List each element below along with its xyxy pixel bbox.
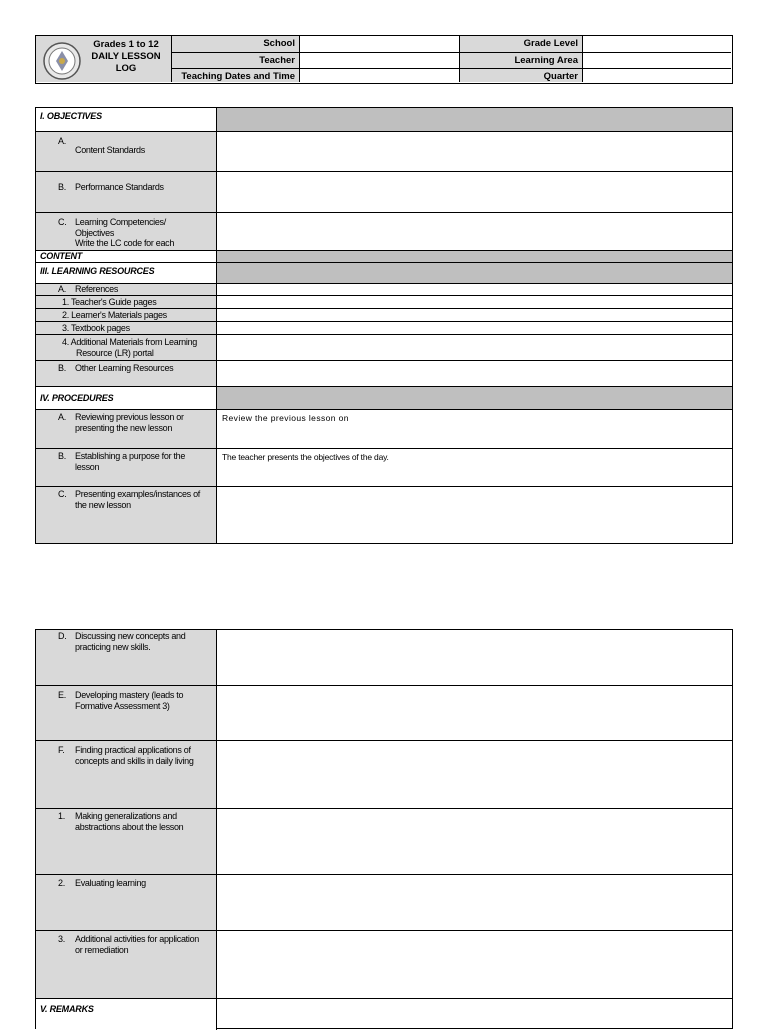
procedures-row [36,387,732,410]
item-number: 3. [58,934,65,944]
competencies-field[interactable] [217,213,732,250]
procedure-3-line-1: Additional activities for application [75,934,199,944]
content-standards-label: Content Standards [75,145,145,155]
teaching-dates-field[interactable] [300,69,459,82]
procedure-c-line-1: Presenting examples/instances of [75,489,200,499]
teachers-guide-label: 1. Teacher's Guide pages [62,297,157,307]
other-resources-label: Other Learning Resources [75,363,174,373]
additional-materials-line-2: Resource (LR) portal [76,347,154,358]
procedure-a-row [36,410,732,449]
procedure-d-field[interactable] [217,630,732,685]
item-letter: B. [58,363,66,373]
section-procedures: IV. PROCEDURES [40,393,114,403]
other-resources-field[interactable] [217,361,732,386]
procedure-e-line-2: Formative Assessment 3) [75,700,170,711]
value-col-right [583,36,731,82]
competencies-line-2: Objectives [75,227,115,238]
label-teaching-dates: Teaching Dates and Time [181,71,295,82]
procedure-b-field[interactable] [217,449,732,486]
procedure-3-row [36,931,732,999]
lesson-table-page2 [35,629,733,1029]
procedure-b-line-1: Establishing a purpose for the [75,451,186,461]
deped-seal-icon [42,41,82,81]
procedure-3-field[interactable] [217,931,732,998]
title-line-1: Grades 1 to 12 [93,39,159,50]
procedure-e-row [36,686,732,741]
quarter-field[interactable] [583,69,731,82]
item-letter: F. [58,745,65,755]
other-resources-row [36,361,732,387]
teachers-guide-row [36,296,732,309]
procedure-a-value: Review the previous lesson on [222,413,349,423]
procedure-2-row [36,875,732,931]
content-row [36,251,732,263]
title-line-2: DAILY LESSON [91,51,161,62]
textbook-label: 3. Textbook pages [62,323,130,333]
competencies-line-1: Learning Competencies/ [75,217,166,227]
references-field[interactable] [217,284,732,295]
resources-row [36,263,732,284]
procedure-3-line-2: or remediation [75,944,129,955]
label-grade-level: Grade Level [460,36,582,53]
header-block [35,35,733,84]
procedure-a-line-1: Reviewing previous lesson or [75,412,184,422]
procedure-e-field[interactable] [217,686,732,740]
section-remarks: V. REMARKS [40,1004,94,1014]
procedure-1-line-1: Making generalizations and [75,811,177,821]
procedure-1-row [36,809,732,875]
procedure-a-line-2: presenting the new lesson [75,422,173,433]
learners-materials-field[interactable] [217,309,732,321]
label-col-right [460,36,583,82]
procedure-c-line-2: the new lesson [75,499,131,510]
additional-materials-field[interactable] [217,335,732,360]
item-letter: A. [58,284,66,294]
additional-materials-row [36,335,732,361]
lesson-table-page1 [35,107,733,544]
value-col-left [300,36,460,82]
label-school: School [172,36,299,53]
performance-standards-field[interactable] [217,172,732,212]
procedure-f-row [36,741,732,809]
procedure-b-line-2: lesson [75,461,100,472]
textbook-row [36,322,732,335]
performance-standards-label: Performance Standards [75,182,164,192]
performance-standards-row [36,172,732,213]
content-standards-row [36,132,732,172]
item-letter: E. [58,690,66,700]
procedure-f-line-1: Finding practical applications of [75,745,191,755]
learning-area-field[interactable] [583,53,731,70]
school-field[interactable] [300,36,459,53]
procedure-1-line-2: abstractions about the lesson [75,821,184,832]
learners-materials-label: 2. Learner's Materials pages [62,310,167,320]
procedure-a-field[interactable] [217,410,732,448]
objectives-row [36,108,732,132]
teacher-field[interactable] [300,53,459,70]
item-letter: B. [58,451,66,461]
procedure-b-value: The teacher presents the objectives of the day. [222,452,389,462]
procedure-2-line-1: Evaluating learning [75,878,146,888]
procedure-2-field[interactable] [217,875,732,930]
item-letter: D. [58,631,67,641]
procedure-1-field[interactable] [217,809,732,874]
procedure-d-line-2: practicing new skills. [75,641,151,652]
learners-materials-row [36,309,732,322]
item-letter: B. [58,182,66,192]
title-cell [36,36,172,82]
references-label: References [75,284,119,294]
remarks-row [36,999,732,1030]
procedure-f-line-2: concepts and skills in daily living [75,755,194,766]
section-resources: III. LEARNING RESOURCES [40,266,155,276]
label-learning-area: Learning Area [460,53,582,70]
section-objectives: I. OBJECTIVES [40,111,102,121]
content-standards-field[interactable] [217,132,732,171]
item-number: 2. [58,878,65,888]
section-content: CONTENT [40,251,83,261]
label-teacher: Teacher [172,53,299,70]
procedure-f-field[interactable] [217,741,732,808]
remarks-field[interactable] [217,999,732,1030]
item-number: 1. [58,811,65,821]
competencies-row [36,213,732,251]
teachers-guide-field[interactable] [217,296,732,308]
procedure-c-row [36,487,732,543]
textbook-field[interactable] [217,322,732,334]
procedure-d-line-1: Discussing new concepts and [75,631,186,641]
grade-level-field[interactable] [583,36,731,53]
references-row [36,284,732,296]
label-col-left [172,36,300,82]
procedure-d-row [36,630,732,686]
procedure-c-field[interactable] [217,487,732,543]
item-letter: A. [58,412,66,422]
label-quarter: Quarter [543,71,578,82]
additional-materials-line-1: 4. Additional Materials from Learning [62,337,197,347]
item-letter: C. [58,489,67,499]
title-line-3: LOG [115,63,137,74]
procedure-e-line-1: Developing mastery (leads to [75,690,184,700]
item-letter: C. [58,217,67,227]
competencies-line-3: Write the LC code for each [75,238,175,248]
item-letter: A. [58,136,66,146]
procedure-b-row [36,449,732,487]
